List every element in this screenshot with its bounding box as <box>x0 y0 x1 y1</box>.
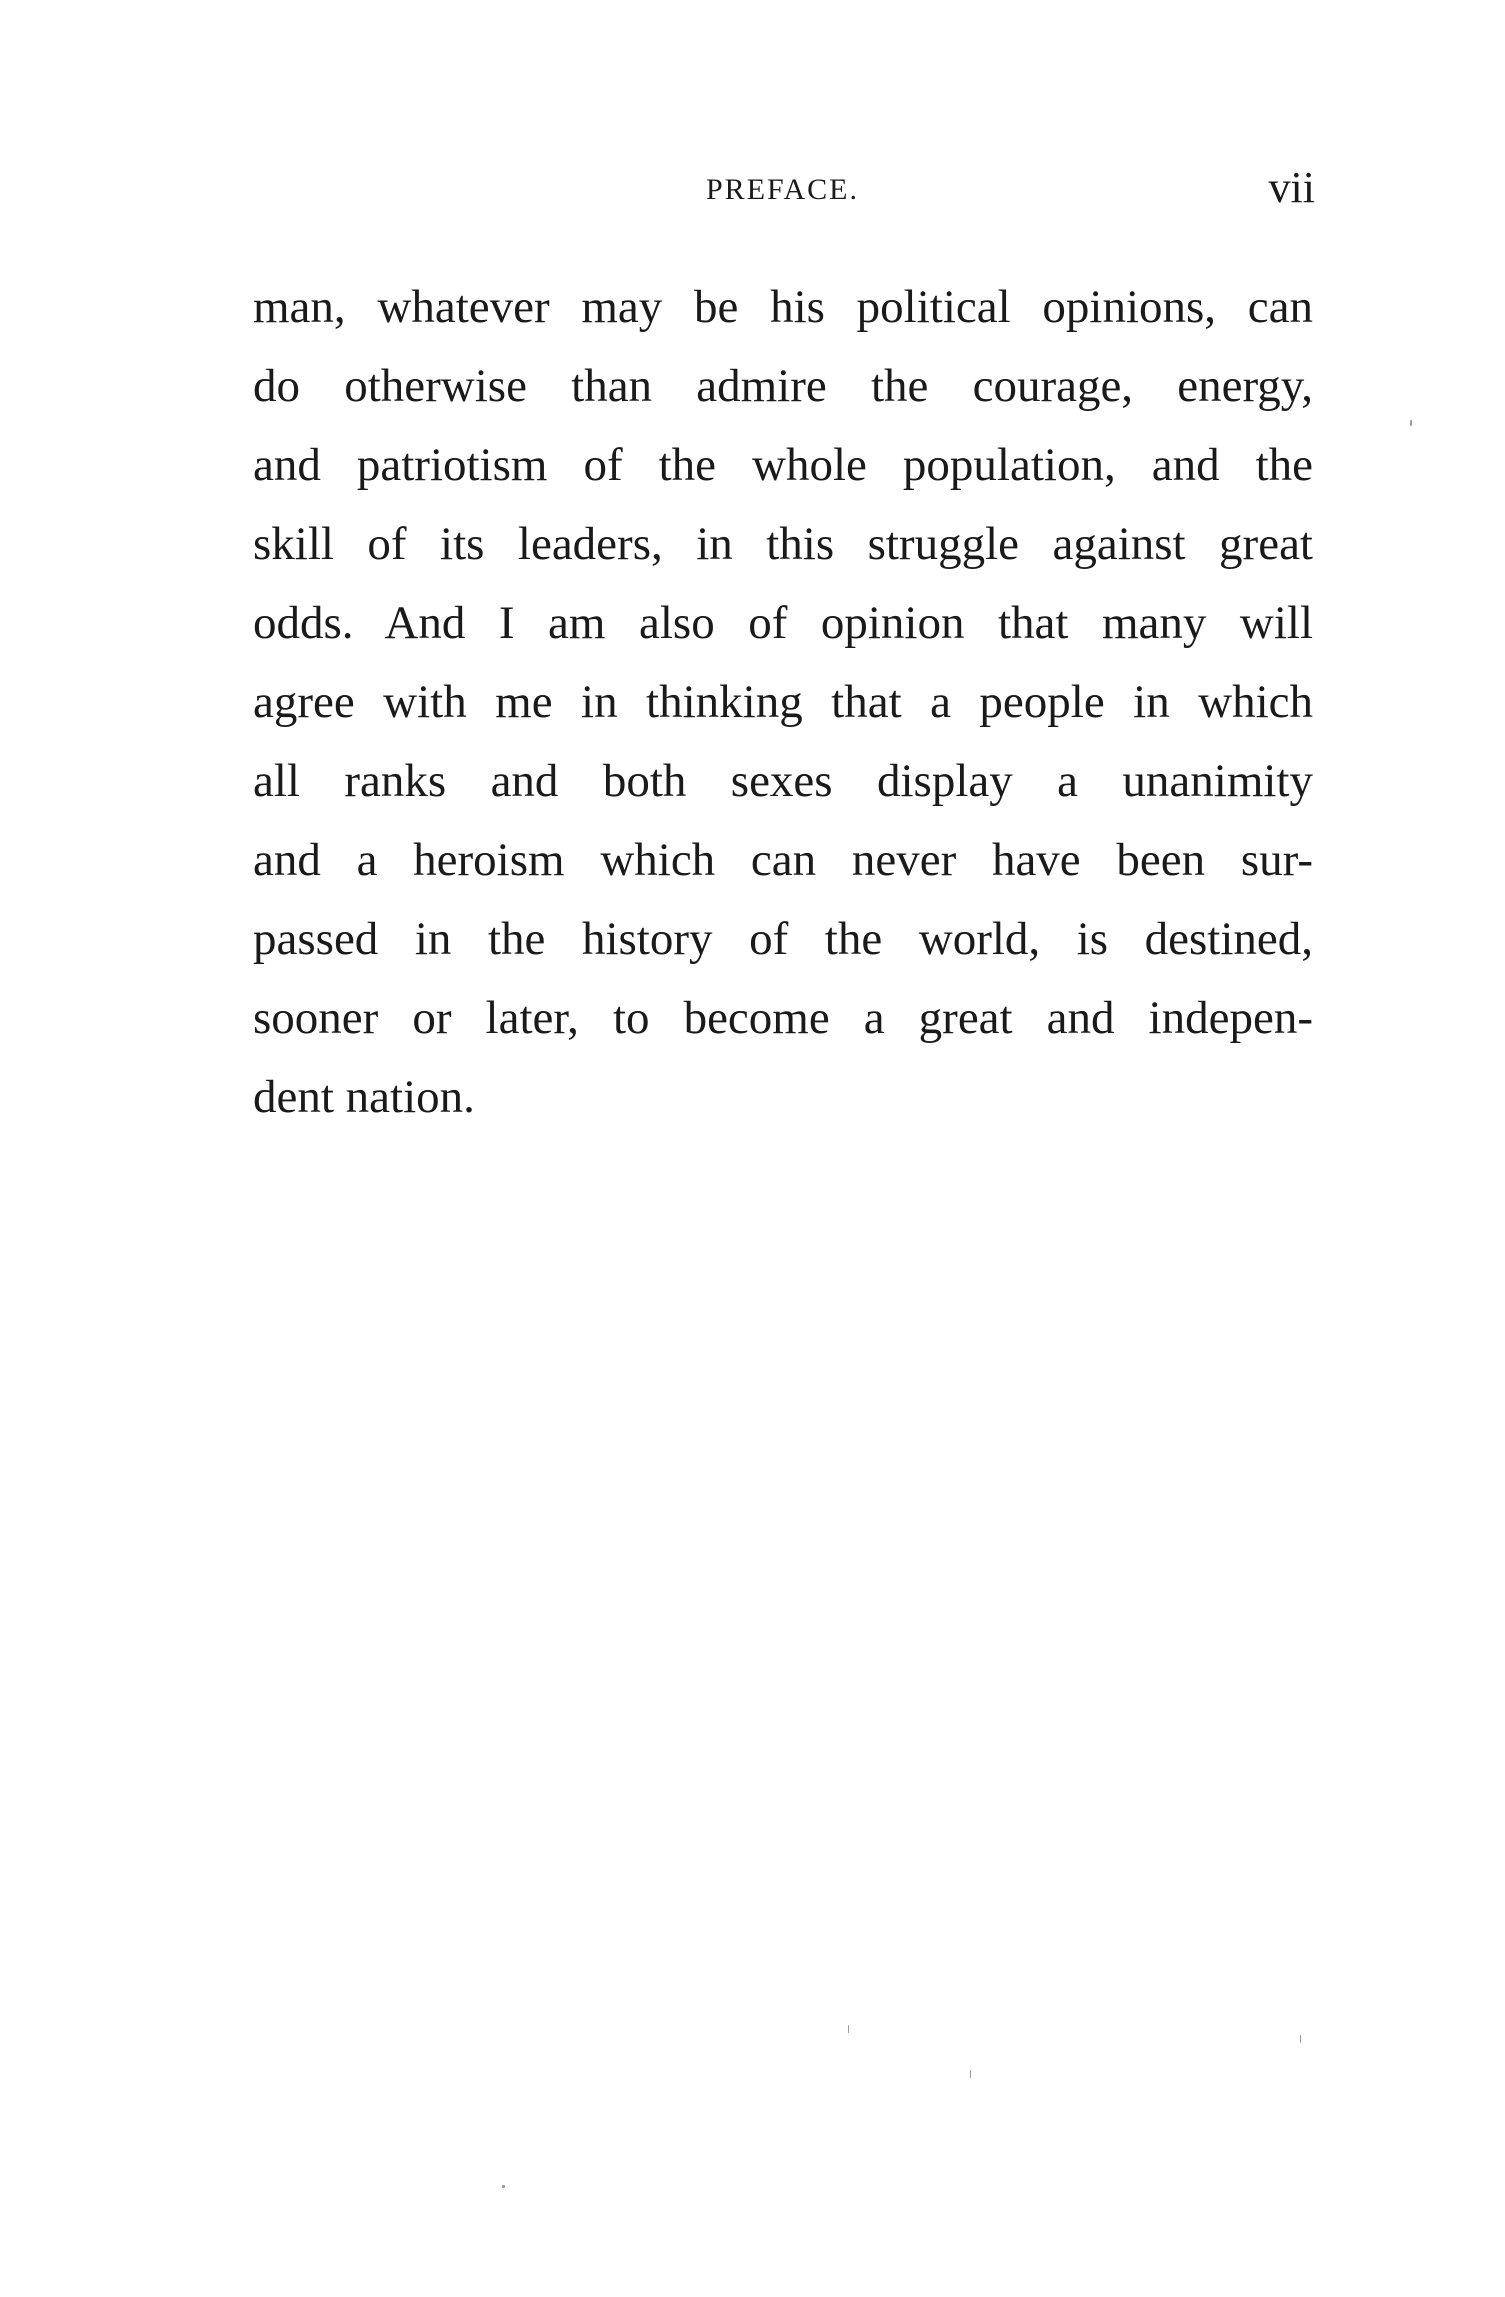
text-line: all ranks and both sexes display a unanimity <box>253 755 1313 807</box>
scan-speck <box>970 2070 971 2078</box>
page-number: vii <box>1268 163 1315 212</box>
text-line: man, whatever may be his political opinions, can <box>253 281 1313 333</box>
text-line: dent nation. <box>253 1071 475 1123</box>
scan-speck <box>1410 420 1412 426</box>
text-line: and a heroism which can never have been sur- <box>253 834 1313 886</box>
text-line: and patriotism of the whole population, and the <box>253 439 1313 491</box>
text-line: agree with me in thinking that a people in which <box>253 676 1313 728</box>
body-text <box>253 268 1313 1137</box>
running-head <box>250 163 1315 212</box>
text-line: odds. And I am also of opinion that many will <box>253 597 1313 649</box>
text-line: do otherwise than admire the courage, energy, <box>253 360 1313 412</box>
scan-speck <box>1300 2035 1301 2043</box>
text-line: passed in the history of the world, is destined, <box>253 913 1313 965</box>
text-line: skill of its leaders, in this struggle against great <box>253 518 1313 570</box>
running-title: PREFACE. <box>706 173 859 206</box>
scan-speck <box>502 2185 505 2188</box>
text-line: sooner or later, to become a great and indepen- <box>253 992 1313 1044</box>
scan-speck <box>848 2025 849 2033</box>
